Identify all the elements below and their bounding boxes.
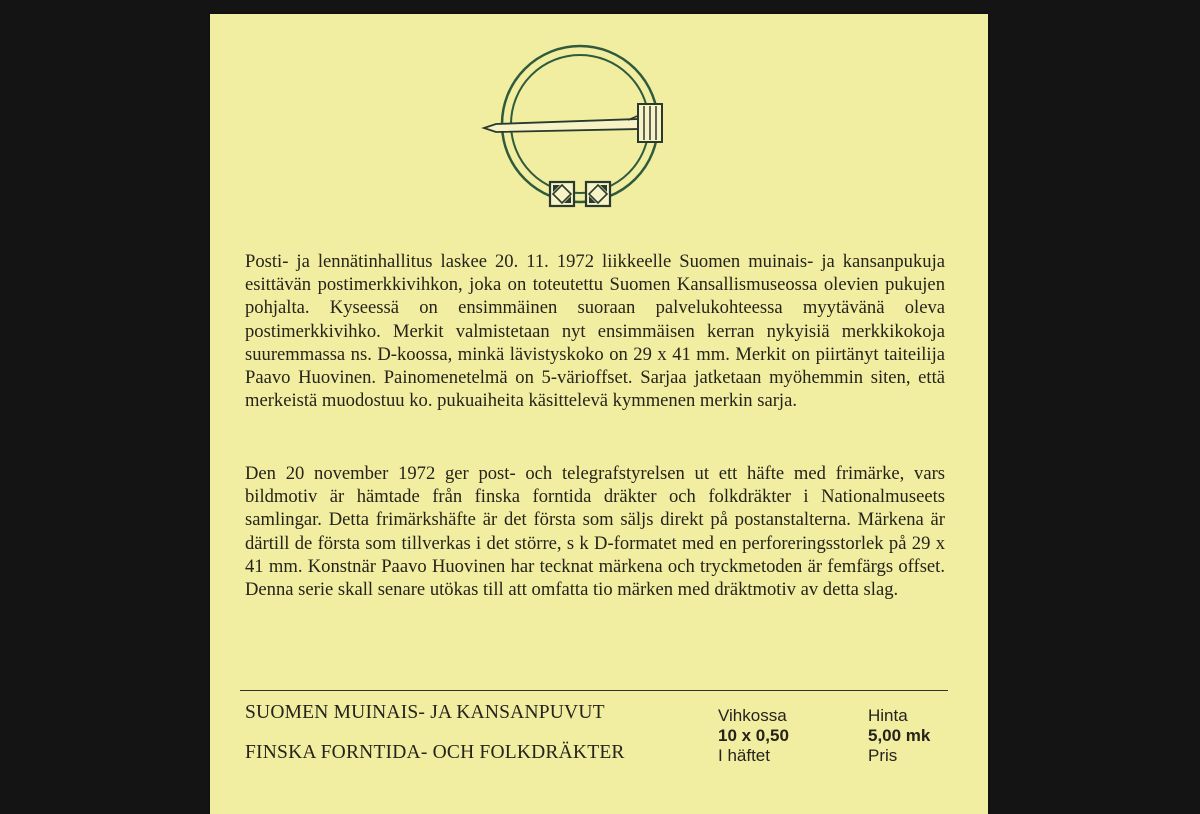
booklet-cover xyxy=(210,14,988,814)
contents-label-finnish: Vihkossa xyxy=(718,706,787,725)
price-value: 5,00 mk xyxy=(868,726,931,745)
title-swedish: FINSKA FORNTIDA- OCH FOLKDRÄKTER xyxy=(245,742,625,763)
contents-value: 10 x 0,50 xyxy=(718,726,789,745)
divider-line xyxy=(240,690,948,691)
price-label-swedish: Pris xyxy=(868,746,898,765)
finnish-description: Posti- ja lennätinhallitus laskee 20. 11. 1972 liikkeelle Suomen muinais- ja kansanpukuja esittävän postimerkkivihkon, joka on toteutettu Suomen Kansallismuseossa olevien pukujen pohjalta. Kyseessä on ensimmäinen suoraan palvelukohteessa myytävänä oleva postimerkkivihko. Merkit valmistetaan nyt ensimmäisen kerran nykyisiä merkkikokoja suuremmassa ns. D-koossa, minkä lävistyskoko on 29 x 41 mm. Merkit on piirtänyt taiteilija Paavo Huovinen. Painomenetelmä on 5-värioffset. Sarjaa jatketaan myöhemmin siten, että merkeistä muodostuu ko. pukuaiheita käsittelevä kymmenen merkin sarja. xyxy=(245,251,945,412)
brooch-illustration xyxy=(480,36,680,216)
swedish-description: Den 20 november 1972 ger post- och telegrafstyrelsen ut ett häfte med frimärke, vars bildmotiv är hämtade från finska forntida dräkter och folkdräkter i Nationalmuseets samlingar. Detta frimärkshäfte är det första som säljs direkt på postanstalterna. Märkena är därtill de första som tillverkas i det större, s k D-formatet med en perforeringsstorlek på 29 x 41 mm. Konstnär Paavo Huovinen har tecknat märkena och tryckmetoden är femfärgs offset. Denna serie skall senare utökas till att omfatta tio märken med dräktmotiv av detta slag. xyxy=(245,463,945,601)
title-finnish: SUOMEN MUINAIS- JA KANSANPUVUT xyxy=(245,702,605,723)
price-label-finnish: Hinta xyxy=(868,706,908,725)
contents-label-swedish: I häftet xyxy=(718,746,770,765)
